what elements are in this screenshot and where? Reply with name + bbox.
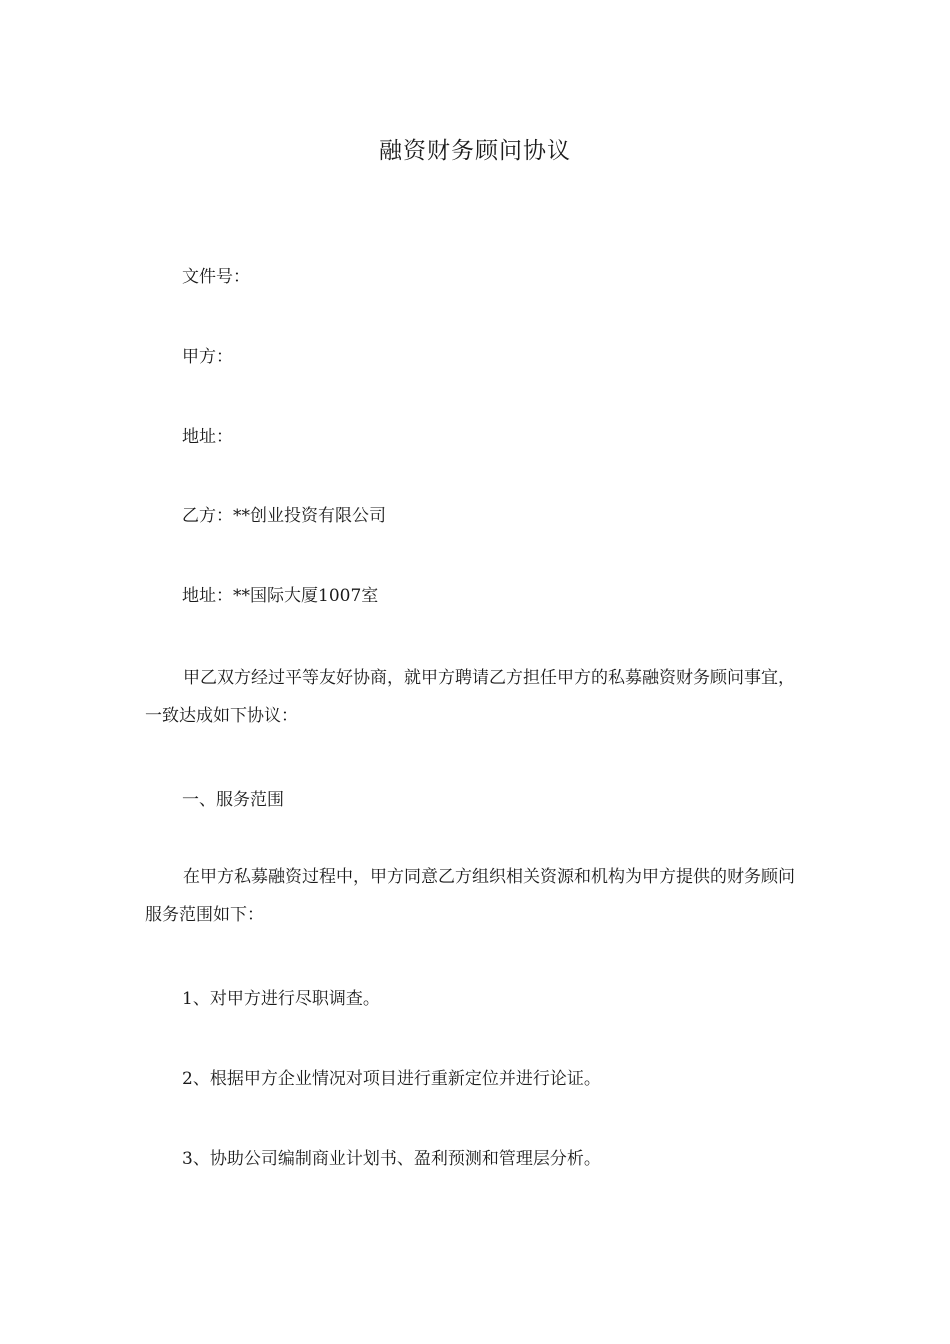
list-item: 1、对甲方进行尽职调查。	[182, 989, 380, 1009]
list-item: 3、协助公司编制商业计划书、盈利预测和管理层分析。	[182, 1149, 601, 1169]
intro-paragraph: 甲乙双方经过平等友好协商，就甲方聘请乙方担任甲方的私募融资财务顾问事宜，一致达成如下协议：	[145, 668, 795, 726]
party-b-address-field: 地址：**国际大厦1007室	[182, 586, 379, 606]
party-b-field: 乙方：**创业投资有限公司	[182, 506, 386, 526]
party-a-field: 甲方：	[182, 347, 233, 367]
section-intro-paragraph: 在甲方私募融资过程中，甲方同意乙方组织相关资源和机构为甲方提供的财务顾问服务范围如下：	[145, 867, 795, 925]
section-heading: 一、服务范围	[182, 790, 284, 810]
file-number-field: 文件号：	[182, 267, 250, 287]
party-a-address-field: 地址：	[182, 427, 233, 447]
list-item: 2、根据甲方企业情况对项目进行重新定位并进行论证。	[182, 1069, 601, 1089]
document-title: 融资财务顾问协议	[379, 138, 571, 164]
